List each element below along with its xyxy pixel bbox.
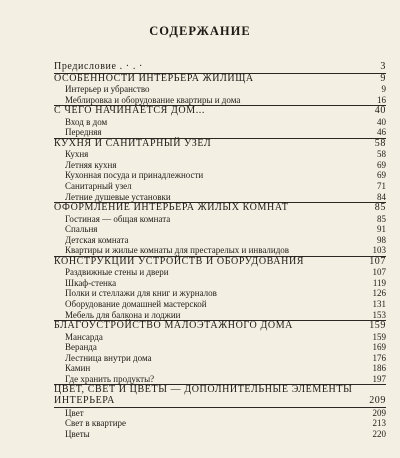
toc-entry-title: ОФОРМЛЕНИЕ ИНТЕРЬЕРА ЖИЛЫХ КОМНАТ [54,202,289,214]
toc-entry [54,332,386,343]
toc-entry-title: С ЧЕГО НАЧИНАЕТСЯ ДОМ... [54,105,206,117]
toc-entry-page: 209 [369,394,386,406]
toc-entry-title: Спальня [65,224,98,235]
toc-chapter [54,62,386,74]
toc-entry [54,224,386,235]
toc-entry [54,235,386,246]
toc-entry-page: 16 [377,94,386,105]
toc-entry [54,429,386,440]
toc-entry [54,214,386,225]
toc-entry-page: 40 [377,116,386,127]
toc-entry-title: Шкаф-стенка [65,277,117,288]
toc-entry-title: Интерьер и убранство [65,84,150,95]
toc-chapter [54,74,386,85]
toc-entry-page: 58 [374,137,386,149]
toc-entry [54,299,386,310]
toc-entry-title: Где хранить продукты? [65,373,155,384]
toc-entry-title: Оборудование домашней мастерской [65,299,207,310]
toc-entry-page: 3 [380,61,386,72]
toc-entry-title: Детская комната [65,234,129,245]
toc-entry-page: 84 [377,191,386,202]
toc-entry-page: 9 [380,72,386,84]
toc-entry-page: 209 [372,407,386,418]
toc-entry-title: КУХНЯ И САНИТАРНЫЙ УЗЕЛ [54,137,212,149]
toc-entry-title: Мебель для балкона и лоджии [65,309,181,320]
toc-entry-title: Летняя кухня [65,159,117,170]
toc-entry-title: Предисловие . · . · [54,61,143,72]
toc-entry-title: Веранда [65,342,97,353]
toc-entry-title: Гостиная — общая комната [65,213,171,224]
toc-entry [54,181,386,192]
toc-entry-page: 58 [377,149,386,160]
toc-entry-page: 186 [372,363,386,374]
toc-entry-page: 107 [372,267,386,278]
toc-chapter [54,321,386,332]
toc-chapter [54,257,386,268]
toc-entry-page: 69 [377,159,386,170]
toc-entry-page: 103 [372,245,386,256]
toc-entry [54,170,386,181]
toc-entry-page: 197 [372,373,386,384]
toc-entry-page: 126 [372,288,386,299]
toc-entry-title: Вход в дом [65,116,108,127]
toc-entry-title: Квартиры и жилые комнаты для престарелых и инвалидов [65,245,290,256]
toc-entry-title: Мансарда [65,331,103,342]
toc-entry-title: Свет в квартире [65,418,127,429]
toc-entry [54,363,386,374]
toc-entry-title: Раздвижные стены и двери [65,267,169,278]
toc-entry [54,117,386,128]
toc-entry-title: Полки и стеллажи для книг и журналов [65,288,217,299]
toc-entry-page: 69 [377,170,386,181]
toc-chapter [54,106,386,117]
toc-entry-page: 71 [377,181,386,192]
toc-entry-page: 40 [374,105,386,117]
toc-entry-title: ОСОБЕННОСТИ ИНТЕРЬЕРА ЖИЛИЩА [54,72,254,84]
toc-entry-page: 131 [372,299,386,310]
toc-entry-title: ЦВЕТ, СВЕТ И ЦВЕТЫ — ДОПОЛНИТЕЛЬНЫЕ ЭЛЕМЕНТЫ [54,384,353,396]
toc-entry-page: 46 [377,127,386,138]
toc-entry [54,418,386,429]
toc-entry-page: 98 [377,234,386,245]
toc-entry [54,84,386,95]
toc-entry-page: 153 [372,309,386,320]
table-of-contents [54,62,386,439]
toc-entry [54,288,386,299]
toc-entry-page: 176 [372,352,386,363]
toc-entry-title: Передняя [65,127,102,138]
toc-entry [54,267,386,278]
toc-entry-title: Цветы [65,428,90,439]
toc-entry-page: 159 [369,320,386,332]
toc-entry-page: 9 [381,84,386,95]
toc-entry-title: Меблировка и оборудование квартиры и дома [65,94,241,105]
toc-entry-title: Цвет [65,407,84,418]
toc-entry-title: Кухонная посуда и принадлежности [65,170,204,181]
toc-entry-page: 107 [369,255,386,267]
toc-entry-title: Санитарный узел [65,181,132,192]
toc-chapter [54,396,386,408]
toc-chapter [54,203,386,214]
toc-entry [54,342,386,353]
toc-entry [54,408,386,419]
toc-entry-page: 159 [372,331,386,342]
toc-entry-title: Камин [65,363,91,374]
toc-entry-page: 119 [372,277,386,288]
toc-entry-page: 91 [377,224,386,235]
toc-chapter [54,139,386,150]
toc-entry [54,160,386,171]
toc-entry-page: 169 [372,342,386,353]
toc-entry [54,149,386,160]
toc-entry-page: 85 [374,202,386,214]
toc-entry-title: БЛАГОУСТРОЙСТВО МАЛОЭТАЖНОГО ДОМА [54,320,294,332]
toc-entry-title: Летние душевые установки [65,191,171,202]
toc-entry-page: 213 [372,418,386,429]
toc-entry-title: КОНСТРУКЦИИ УСТРОЙСТВ И ОБОРУДОВАНИЯ [54,255,305,267]
toc-entry-page: 85 [377,213,386,224]
toc-entry [54,278,386,289]
toc-entry-title: Лестница внутри дома [65,352,152,363]
page-title: СОДЕРЖАНИЕ [149,24,251,38]
toc-entry-title: ИНТЕРЬЕРА [54,394,115,406]
toc-entry-page: 220 [372,428,386,439]
toc-entry [54,353,386,364]
toc-entry-title: Кухня [65,149,89,160]
